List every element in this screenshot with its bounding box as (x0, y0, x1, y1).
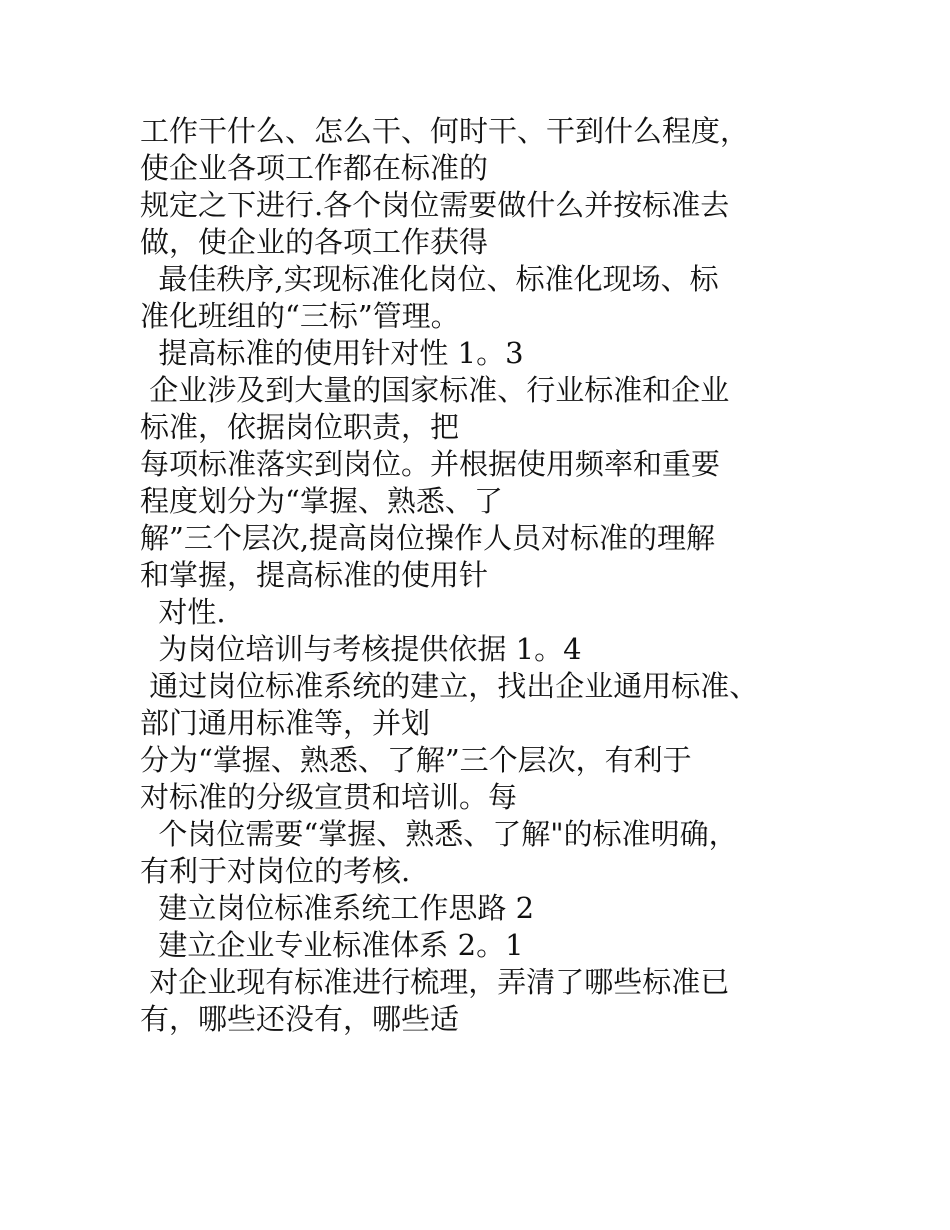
body-text (140, 113, 840, 1038)
text-line: 对企业现有标准进行梳理，弄清了哪些标准已 (140, 965, 730, 999)
text-line: 工作干什么、怎么干、何时干、干到什么程度， (140, 114, 750, 148)
text-line: 有，哪些还没有，哪些适 (140, 1002, 460, 1036)
text-line: 解”三个层次,提高岗位操作人员对标准的理解 (140, 521, 716, 555)
text-line: 对性. (140, 595, 226, 629)
text-line: 使企业各项工作都在标准的 (140, 151, 489, 185)
text-line: 规定之下进行.各个岗位需要做什么并按标准去 (140, 188, 730, 222)
section-heading: 提高标准的使用针对性 1。3 (140, 336, 524, 370)
text-line: 和掌握，提高标准的使用针 (140, 558, 489, 592)
text-line: 个岗位需要“掌握、熟悉、了解"的标准明确， (140, 817, 738, 851)
section-heading: 为岗位培训与考核提供依据 1。4 (140, 632, 582, 666)
section-heading: 建立企业专业标准体系 2。1 (140, 928, 524, 962)
text-line: 最佳秩序,实现标准化岗位、标准化现场、标 (140, 262, 719, 296)
section-heading: 建立岗位标准系统工作思路 2 (140, 891, 535, 925)
text-line: 分为“掌握、熟悉、了解”三个层次，有利于 (140, 743, 692, 777)
text-line: 标准，依据岗位职责，把 (140, 410, 460, 444)
text-line: 通过岗位标准系统的建立，找出企业通用标准、 (140, 669, 759, 703)
text-line: 准化班组的“三标”管理。 (140, 299, 460, 333)
text-line: 部门通用标准等，并划 (140, 706, 431, 740)
text-line: 企业涉及到大量的国家标准、行业标准和企业 (140, 373, 730, 407)
text-line: 做，使企业的各项工作获得 (140, 225, 489, 259)
text-line: 程度划分为“掌握、熟悉、了 (140, 484, 503, 518)
text-line: 对标准的分级宣贯和培训。每 (140, 780, 518, 814)
text-line: 每项标准落实到岗位。并根据使用频率和重要 (140, 447, 721, 481)
text-line: 有利于对岗位的考核. (140, 854, 411, 888)
